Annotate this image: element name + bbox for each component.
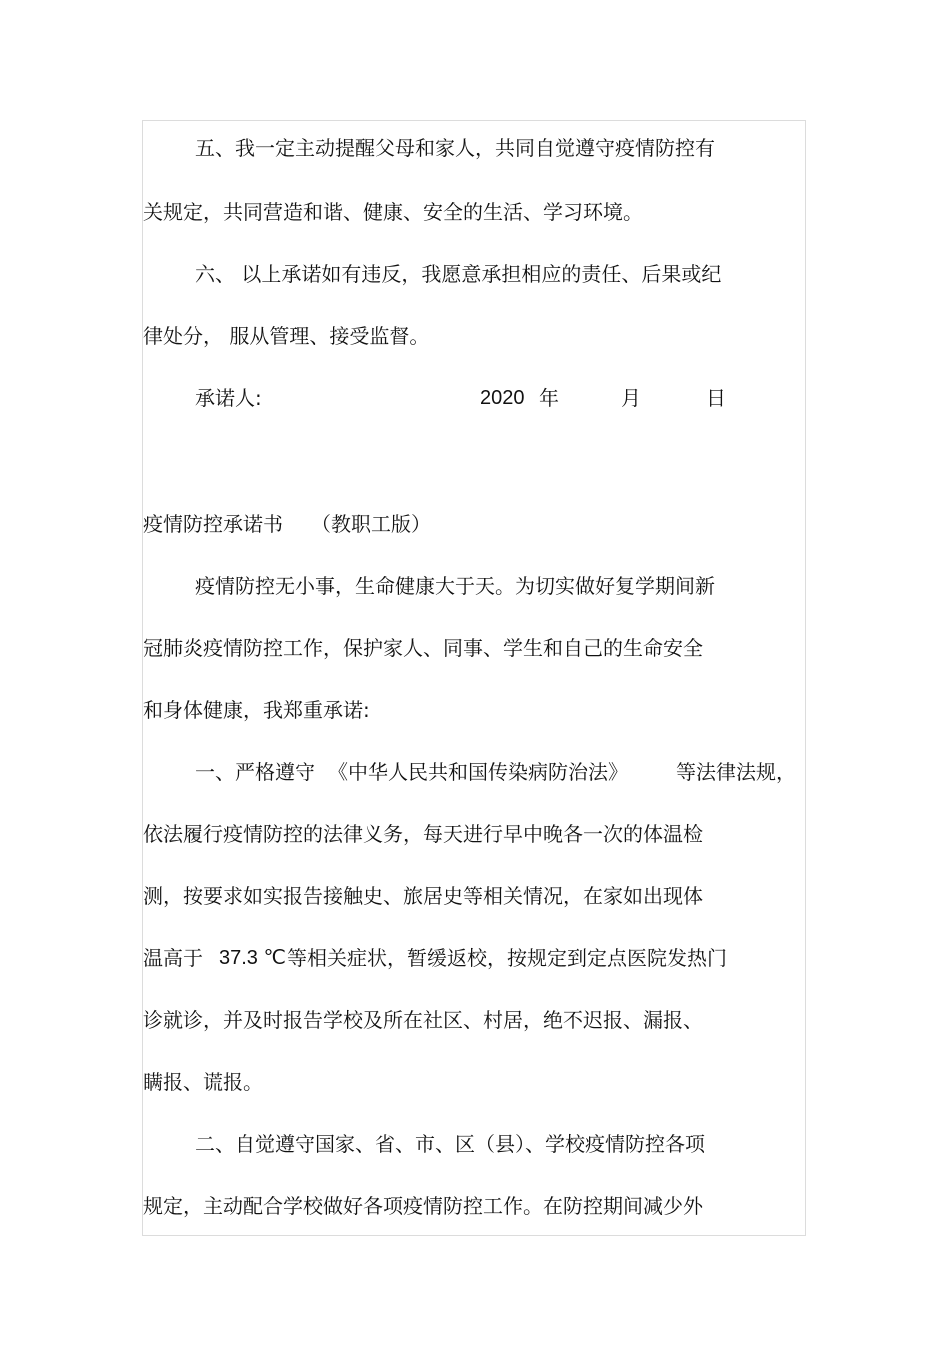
item1-law-name: 《中华人民共和国传染病防治法》	[328, 760, 628, 784]
item1-temperature: 37.3 ℃	[219, 947, 286, 969]
item1-prefix: 一、严格遵守	[195, 760, 315, 784]
item6-line2: 律处分， 服从管理、接受监督。	[143, 324, 430, 348]
item1-line6: 瞒报、谎报。	[143, 1070, 263, 1094]
sign-year: 2020	[480, 387, 525, 409]
item1-line3: 测，按要求如实报告接触史、旅居史等相关情况，在家如出现体	[143, 884, 703, 908]
item5-line2: 关规定，共同营造和谐、健康、安全的生活、学习环境。	[143, 200, 643, 224]
item2-line2: 规定，主动配合学校做好各项疫情防控工作。在防控期间减少外	[143, 1194, 703, 1218]
sign-year-unit: 年	[539, 386, 559, 410]
signer-label: 承诺人:	[195, 386, 262, 410]
item1-line4-post: 等相关症状，暂缓返校，按规定到定点医院发热门	[287, 946, 727, 970]
intro-line3: 和身体健康，我郑重承诺:	[143, 698, 370, 722]
intro-line2: 冠肺炎疫情防控工作，保护家人、同事、学生和自己的生命安全	[143, 636, 703, 660]
item6-line1: 六、 以上承诺如有违反，我愿意承担相应的责任、后果或纪	[195, 262, 722, 286]
item5-line1: 五、我一定主动提醒父母和家人，共同自觉遵守疫情防控有	[195, 136, 715, 160]
item1-line2: 依法履行疫情防控的法律义务，每天进行早中晚各一次的体温检	[143, 822, 703, 846]
staff-pledge-title: 疫情防控承诺书	[143, 512, 283, 536]
staff-pledge-edition: （教职工版）	[311, 512, 431, 536]
sign-month-unit: 月	[621, 386, 641, 410]
item1-line4-pre: 温高于	[143, 946, 203, 970]
item2-line1: 二、自觉遵守国家、省、市、区（县）、学校疫情防控各项	[195, 1132, 705, 1156]
intro-line1: 疫情防控无小事，生命健康大于天。为切实做好复学期间新	[195, 574, 715, 598]
item1-suffix: 等法律法规，	[676, 760, 796, 784]
sign-day-unit: 日	[706, 386, 726, 410]
item1-line5: 诊就诊，并及时报告学校及所在社区、村居，绝不迟报、漏报、	[143, 1008, 703, 1032]
